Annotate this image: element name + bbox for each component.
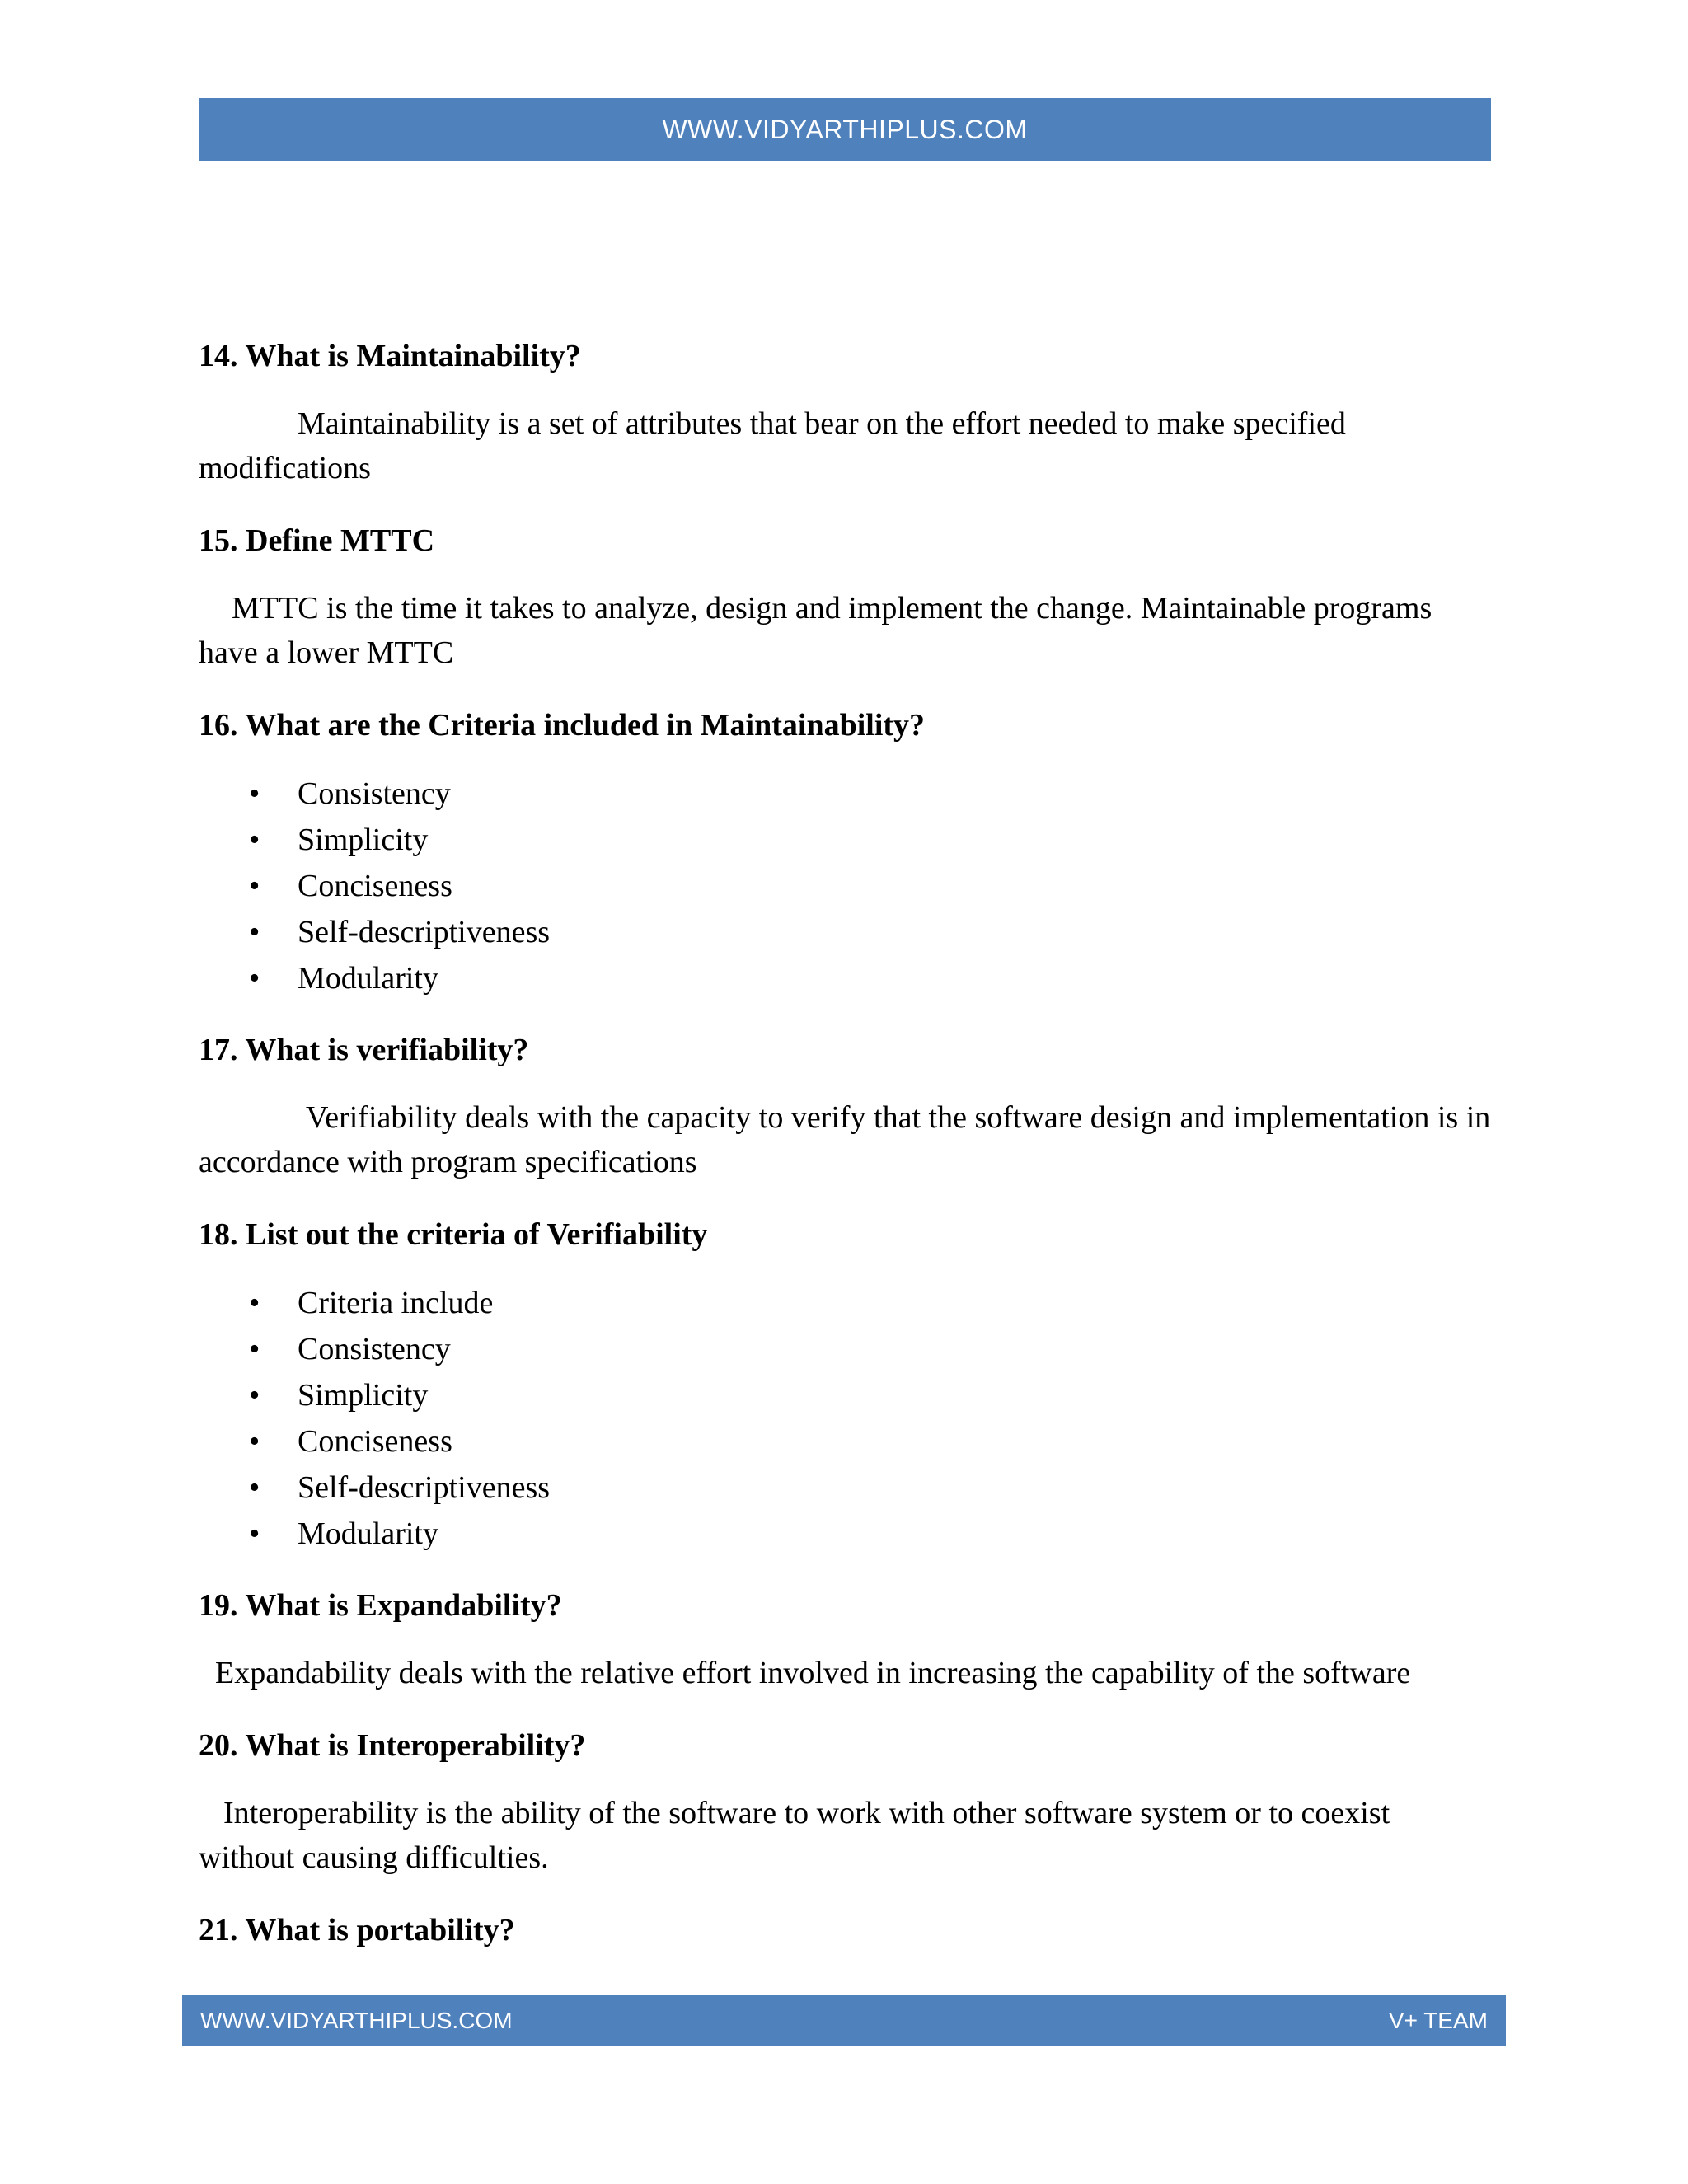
answer-20: Interoperability is the ability of the software to work with other software system or to coexist without causing difficulties. <box>199 1796 1390 1875</box>
answer-17: Verifiability deals with the capacity to verify that the software design and implementation is in accordance with program specifications <box>199 1100 1491 1179</box>
list-item <box>199 1280 1491 1326</box>
list-item <box>199 817 1491 863</box>
list-item <box>199 1326 1491 1372</box>
question-16: 16. What are the Criteria included in Maintainability? <box>199 708 926 743</box>
question-18: 18. List out the criteria of Verifiability <box>199 1217 708 1252</box>
list-item <box>199 1418 1491 1465</box>
bullet-icon: • <box>249 915 260 949</box>
bullet-icon: • <box>249 823 260 857</box>
criteria-list-maintainability <box>199 771 1491 1001</box>
bullet-icon: • <box>249 776 260 811</box>
question-20: 20. What is Interoperability? <box>199 1728 586 1763</box>
question-21: 21. What is portability? <box>199 1913 515 1947</box>
question-15: 15. Define MTTC <box>199 523 435 558</box>
question-17: 17. What is verifiability? <box>199 1033 529 1067</box>
list-item-text: Simplicity <box>298 1378 429 1413</box>
bullet-icon: • <box>249 1378 260 1413</box>
list-item-text: Self-descriptiveness <box>298 1470 551 1505</box>
list-item <box>199 1372 1491 1418</box>
answer-14: Maintainability is a set of attributes that bear on the effort needed to make specified modifications <box>199 406 1346 485</box>
list-item-text: Consistency <box>298 1332 451 1366</box>
list-item <box>199 1511 1491 1557</box>
list-item-text: Conciseness <box>298 1424 452 1459</box>
bullet-icon: • <box>249 1332 260 1366</box>
list-item <box>199 771 1491 817</box>
header-site-text: WWW.VIDYARTHIPLUS.COM <box>662 114 1028 144</box>
list-item <box>199 863 1491 909</box>
list-item-text: Simplicity <box>298 823 429 857</box>
answer-15: MTTC is the time it takes to analyze, design and implement the change. Maintainable programs have a lower MTTC <box>199 591 1432 670</box>
bullet-icon: • <box>249 1424 260 1459</box>
question-14: 14. What is Maintainability? <box>199 339 581 373</box>
criteria-list-verifiability <box>199 1280 1491 1557</box>
footer-team-text: V+ TEAM <box>1388 2008 1488 2033</box>
list-item-text: Consistency <box>298 776 451 811</box>
answer-19: Expandability deals with the relative effort involved in increasing the capability of the software <box>215 1656 1411 1690</box>
list-item-text: Modularity <box>298 1516 438 1551</box>
bullet-icon: • <box>249 1286 260 1320</box>
list-item <box>199 1465 1491 1511</box>
bullet-icon: • <box>249 961 260 996</box>
list-item <box>199 955 1491 1001</box>
list-item-text: Criteria include <box>298 1286 494 1320</box>
header-bar <box>199 98 1491 161</box>
question-19: 19. What is Expandability? <box>199 1588 562 1623</box>
document-body <box>199 334 1491 1952</box>
bullet-icon: • <box>249 869 260 903</box>
footer-site-text: WWW.VIDYARTHIPLUS.COM <box>200 2008 513 2033</box>
list-item-text: Modularity <box>298 961 438 996</box>
list-item <box>199 909 1491 955</box>
list-item-text: Conciseness <box>298 869 452 903</box>
footer-bar <box>182 1995 1506 2046</box>
bullet-icon: • <box>249 1470 260 1505</box>
list-item-text: Self-descriptiveness <box>298 915 551 949</box>
bullet-icon: • <box>249 1516 260 1551</box>
